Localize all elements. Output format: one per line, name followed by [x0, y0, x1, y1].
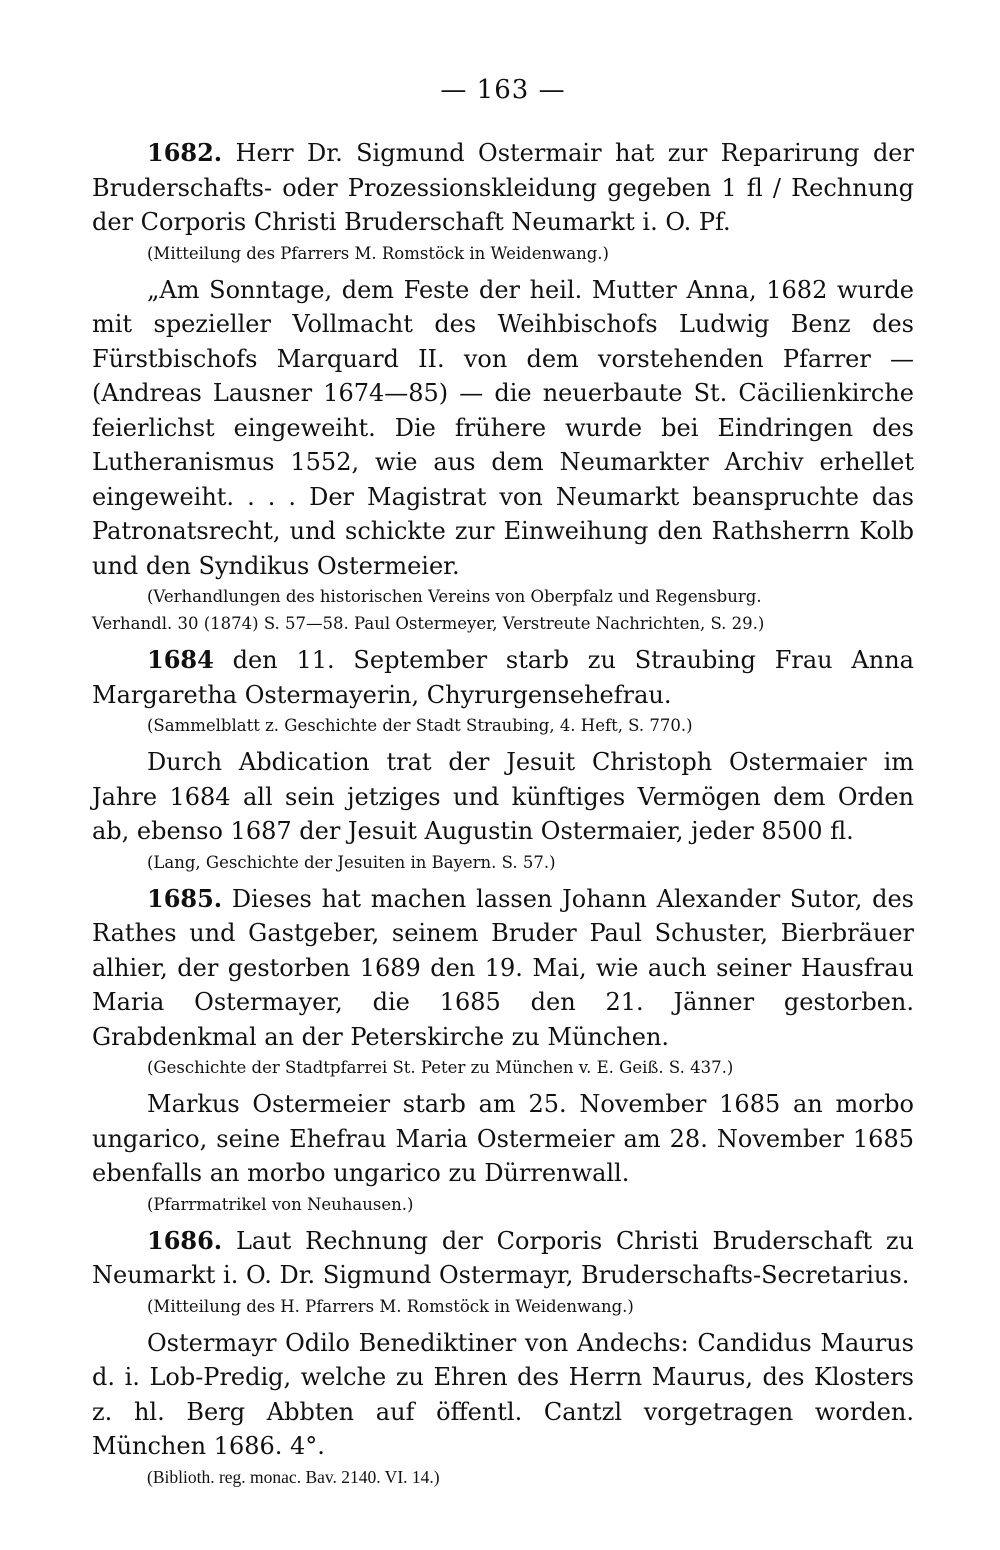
entry-1685-markus-ostermeier [92, 1087, 914, 1191]
entry-source: (Lang, Geschichte der Jesuiten in Bayern. S. 57.) [147, 852, 556, 872]
entry-year: 1686. [147, 1225, 223, 1255]
page-number: — 163 — [440, 75, 566, 105]
entry-source: (Verhandlungen des historischen Vereins von Oberpfalz und Regensburg. [147, 587, 762, 606]
entry-year: 1682. [147, 138, 223, 167]
entry-source: (Sammelblatt z. Geschichte der Stadt Straubing, 4. Heft, S. 770.) [147, 716, 693, 735]
entry-text: den 11. September starb zu Straubing Frau Anna Margaretha Ostermayerin, Chyrurgensehefrau. [92, 646, 914, 709]
entry-year: 1684 [147, 645, 214, 674]
entry-1682-caecilienkirche [92, 273, 914, 584]
entry-source: (Biblioth. reg. monac. Bav. 2140. VI. 14.) [147, 1466, 440, 1487]
entry-year: 1685. [147, 883, 223, 913]
entry-text: Dieses hat machen lassen Johann Alexander Sutor, des Rathes und Gastgeber, seinem Bruder Paul Schuster, Bierbräuer alhier, der gestorben 1689 den 19. Mai, wie auch seiner Hausfrau Maria Ostermayer, die 1685 den 21. Jänner gestorben. Grabdenkmal an der Peterskirche zu München. [92, 884, 914, 1051]
entry-1686-ostermayr [92, 1224, 914, 1293]
entry-1682-ostermair [92, 136, 914, 240]
entry-source: (Mitteilung des Pfarrers M. Romstöck in Weidenwang.) [147, 243, 609, 263]
entry-1684-ostermayerin [92, 643, 914, 712]
entry-text: Markus Ostermeier starb am 25. November 1685 an morbo ungarico, seine Ehefrau Maria Ostermeier am 28. November 1685 ebenfalls an morbo ungarico zu Dürrenwall. [92, 1090, 914, 1187]
document-page [92, 72, 914, 1497]
entry-source: (Mitteilung des H. Pfarrers M. Romstöck in Weidenwang.) [147, 1296, 634, 1316]
entry-text: „Am Sonntage, dem Feste der heil. Mutter Anna, 1682 wurde mit spezieller Vollmacht des Weihbischofs Ludwig Benz des Fürstbischofs Marquard II. von dem vorstehenden Pfarrer — (Andreas Lausner 1674—85) — die neuerbaute St. Cäcilienkirche feierlichst eingeweiht. Die frühere wurde bei Eindringen des Lutheranismus 1552, wie aus dem Neumarkter Archiv erhellet eingeweiht. . . . Der Magistrat von Neumarkt beanspruchte das Patronatsrecht, und schickte zur Einweihung den Rathsherrn Kolb und den Syndikus Ostermeier. [92, 275, 914, 580]
entry-text: Durch Abdication trat der Jesuit Christoph Ostermaier im Jahre 1684 all sein jetziges und künftiges Vermögen dem Orden ab, ebenso 1687 der Jesuit Augustin Ostermaier, jeder 8500 fl. [92, 748, 914, 845]
entry-source: (Pfarrmatrikel von Neuhausen.) [147, 1194, 414, 1214]
entry-source: (Geschichte der Stadtpfarrei St. Peter zu München v. E. Geiß. S. 437.) [147, 1058, 734, 1077]
entry-source-continued: Verhandl. 30 (1874) S. 57—58. Paul Ostermeyer, Verstreute Nachrichten, S. 29.) [92, 614, 765, 633]
entry-text: Ostermayr Odilo Benediktiner von Andechs: Candidus Maurus d. i. Lob-Predig, welche zu Ehren des Herrn Maurus, des Klosters z. hl. Berg Abbten auf öffentl. Cantzl vorgetragen worden. München 1686. 4°. [92, 1328, 914, 1460]
entry-text: Herr Dr. Sigmund Ostermair hat zur Reparirung der Bruderschafts- oder Prozessionskleidung gegeben 1 fl / Rechnung der Corporis Christi Bruderschaft Neumarkt i. O. Pf. [92, 139, 914, 236]
entry-1686-odilo [92, 1326, 914, 1464]
entry-1684-jesuit-abdication [92, 745, 914, 849]
entry-text: Laut Rechnung der Corporis Christi Bruderschaft zu Neumarkt i. O. Dr. Sigmund Ostermayr, Bruderschafts-Secretarius. [92, 1226, 914, 1289]
entry-1685-sutor [92, 882, 914, 1055]
